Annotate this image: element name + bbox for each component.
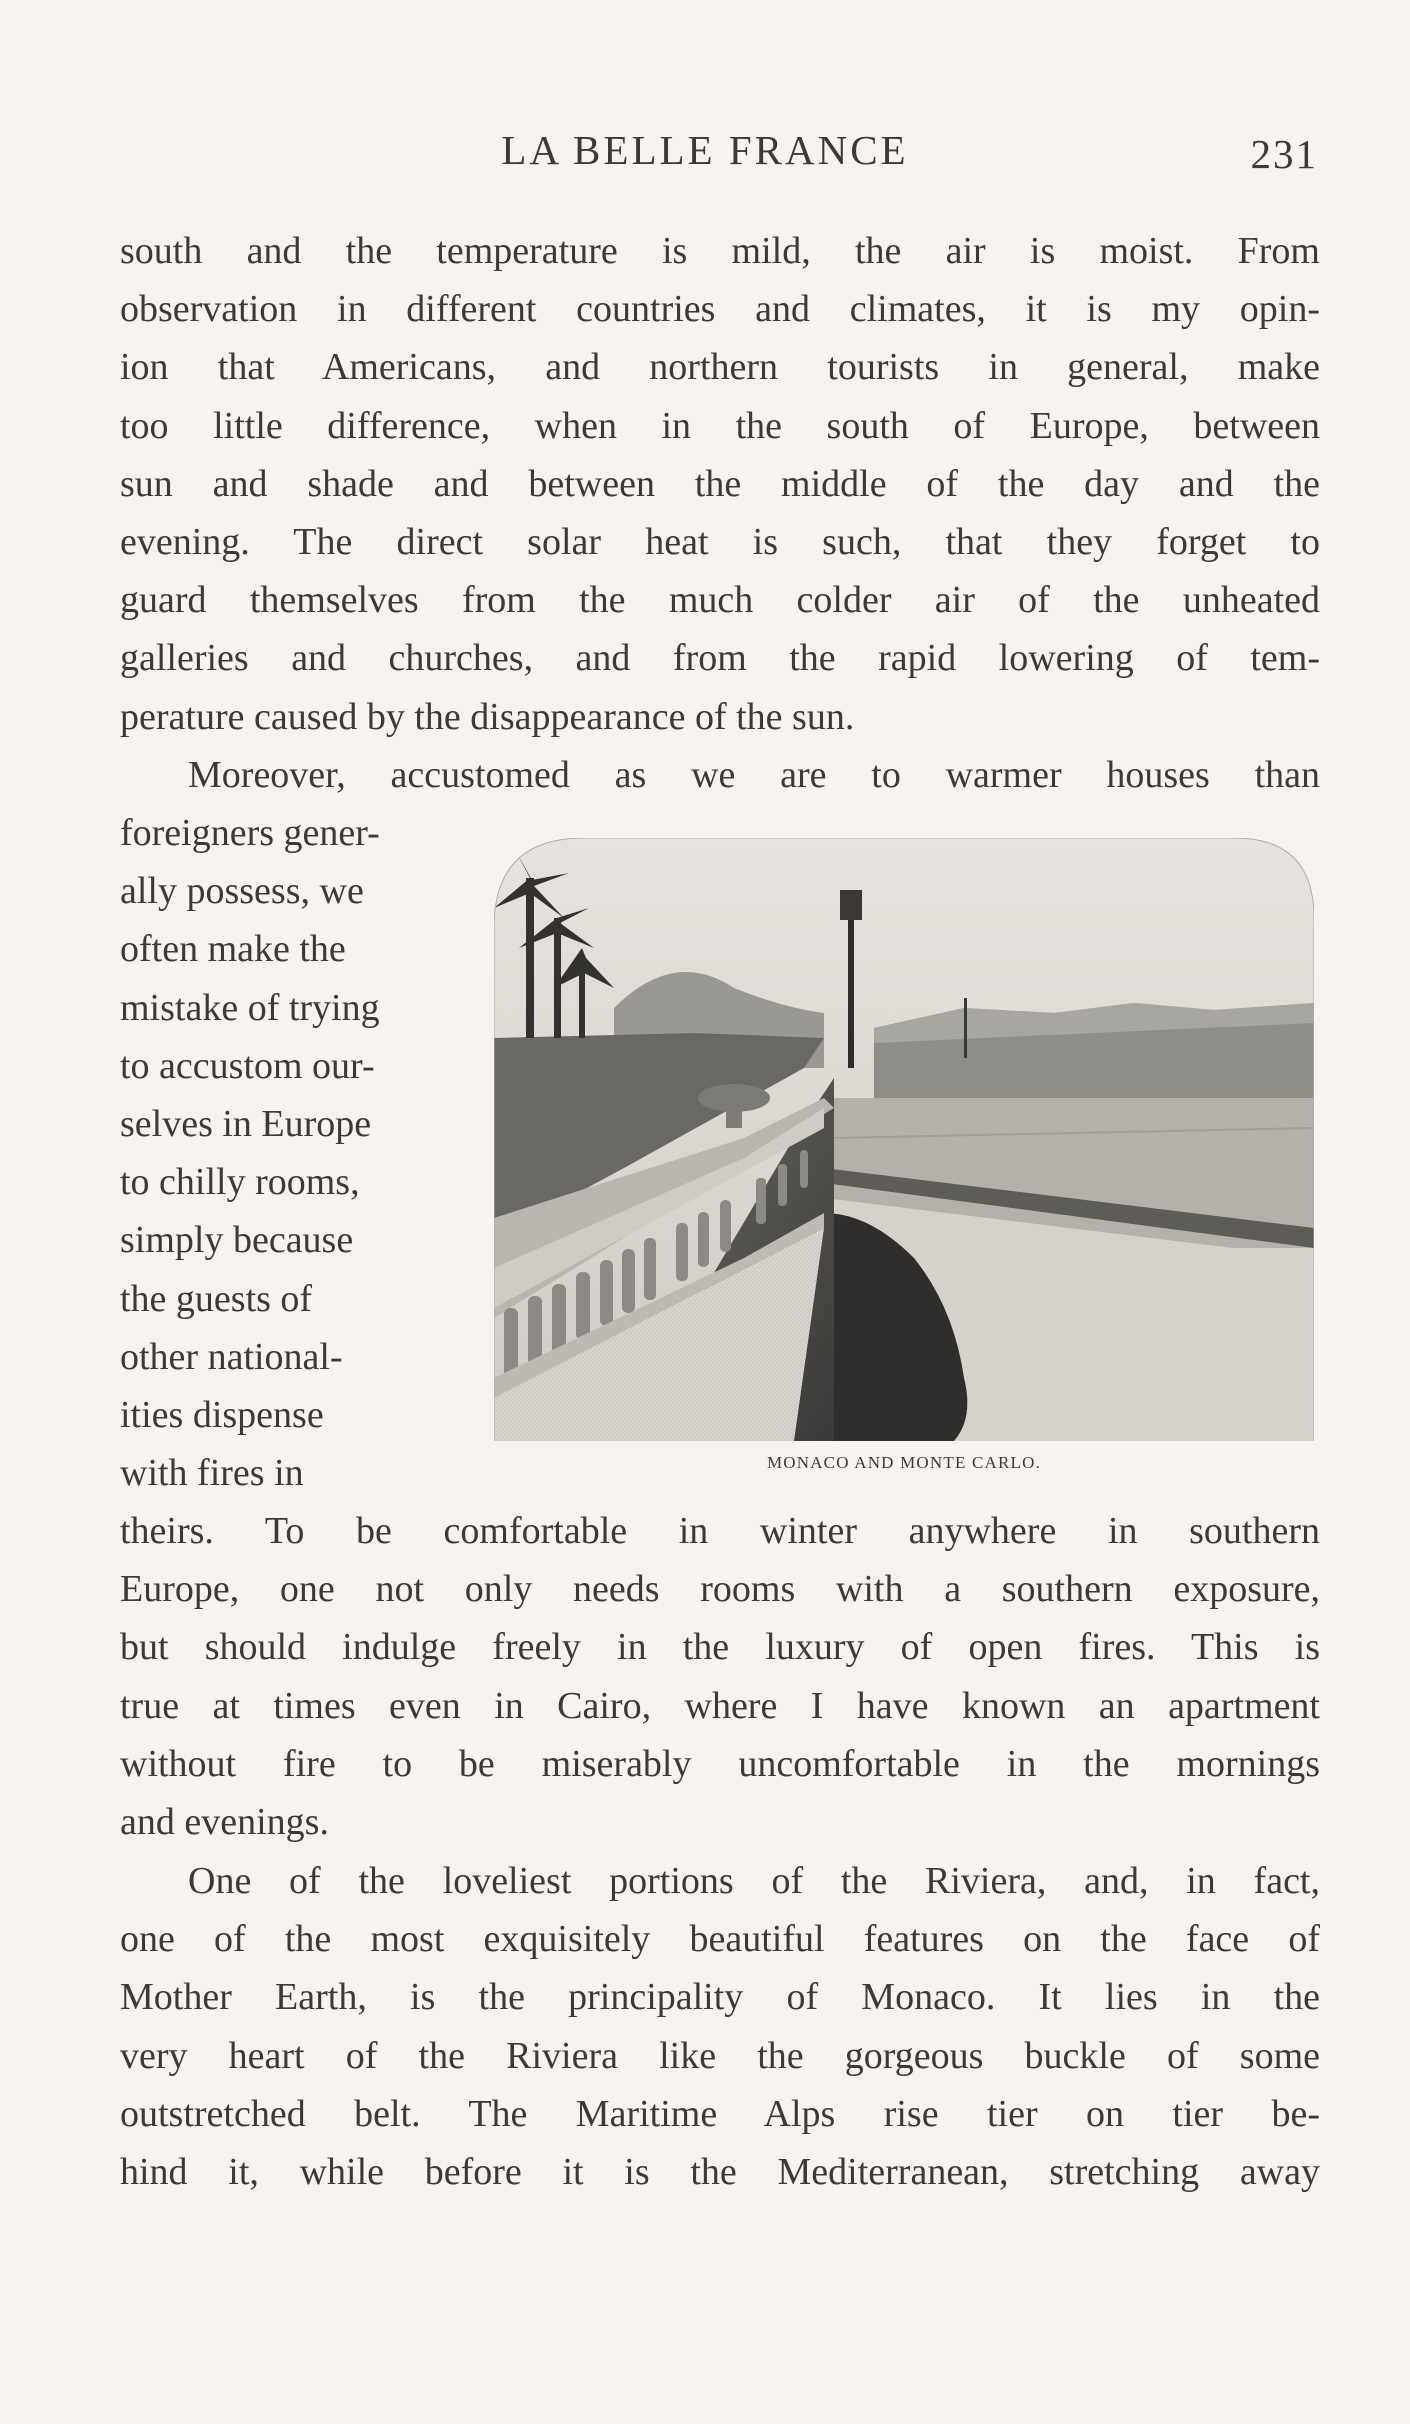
text-line: evening. The direct solar heat is such, that they forget to	[120, 520, 1320, 563]
page-number: 231	[1250, 131, 1318, 177]
text-line: true at times even in Cairo, where I have known an apartment	[120, 1684, 1320, 1727]
text-line: other national-	[120, 1335, 343, 1378]
text-line: but should indulge freely in the luxury of open fires. This is	[120, 1626, 1320, 1669]
text-line: and evenings.	[120, 1800, 329, 1843]
text-line: observation in different countries and climates, it is my opin-	[120, 288, 1320, 331]
paragraph-2-rest	[120, 1502, 1320, 1851]
text-line: mistake of trying	[120, 986, 380, 1029]
text-line: outstretched belt. The Maritime Alps rise tier on tier be-	[120, 2092, 1320, 2135]
text-line: very heart of the Riviera like the gorgeous buckle of some	[120, 2034, 1320, 2077]
text-line: guard themselves from the much colder air of the unheated	[120, 579, 1320, 622]
text-line: One of the loveliest portions of the Riviera, and, in fact,	[188, 1860, 1320, 1902]
text-line: south and the temperature is mild, the air is moist. From	[120, 230, 1320, 272]
text-line: perature caused by the disappearance of the sun.	[120, 695, 855, 738]
text-line: one of the most exquisitely beautiful features on the face of	[120, 1918, 1320, 1961]
text-line: galleries and churches, and from the rapid lowering of tem-	[120, 637, 1320, 680]
text-line: too little difference, when in the south of Europe, between	[120, 404, 1320, 447]
text-line: ally possess, we	[120, 870, 364, 913]
text-line: without fire to be miserably uncomfortable in the mornings	[120, 1742, 1320, 1785]
running-head	[0, 126, 1410, 186]
text-line: sun and shade and between the middle of the day and the	[120, 462, 1320, 505]
text-line: with fires in	[120, 1452, 304, 1495]
text-line: to chilly rooms,	[120, 1161, 360, 1204]
running-title: LA BELLE FRANCE	[501, 127, 909, 173]
text-line: ion that Americans, and northern tourists in general, make	[120, 346, 1320, 389]
text-line: often make the	[120, 928, 346, 971]
paragraph-3	[120, 1852, 1320, 2201]
monaco-illustration	[494, 838, 1314, 1441]
text-line: Moreover, accustomed as we are to warmer houses than	[188, 754, 1320, 796]
text-line: the guests of	[120, 1277, 313, 1320]
paragraph-2-opening	[120, 746, 1320, 804]
text-line: Mother Earth, is the principality of Monaco. It lies in the	[120, 1976, 1320, 2019]
text-line: theirs. To be comfortable in winter anywhere in southern	[120, 1510, 1320, 1552]
text-line: foreigners gener-	[120, 812, 380, 854]
figure-caption: MONACO AND MONTE CARLO.	[766, 1453, 1042, 1472]
text-line: to accustom our-	[120, 1044, 375, 1087]
text-line: ities dispense	[120, 1393, 324, 1436]
text-line: Europe, one not only needs rooms with a southern exposure,	[120, 1568, 1320, 1611]
paragraph-2-column	[120, 804, 440, 1502]
paragraph-1	[120, 222, 1320, 746]
text-line: hind it, while before it is the Mediterranean, stretching away	[120, 2150, 1320, 2193]
text-line: selves in Europe	[120, 1102, 372, 1145]
text-line: simply because	[120, 1219, 354, 1262]
